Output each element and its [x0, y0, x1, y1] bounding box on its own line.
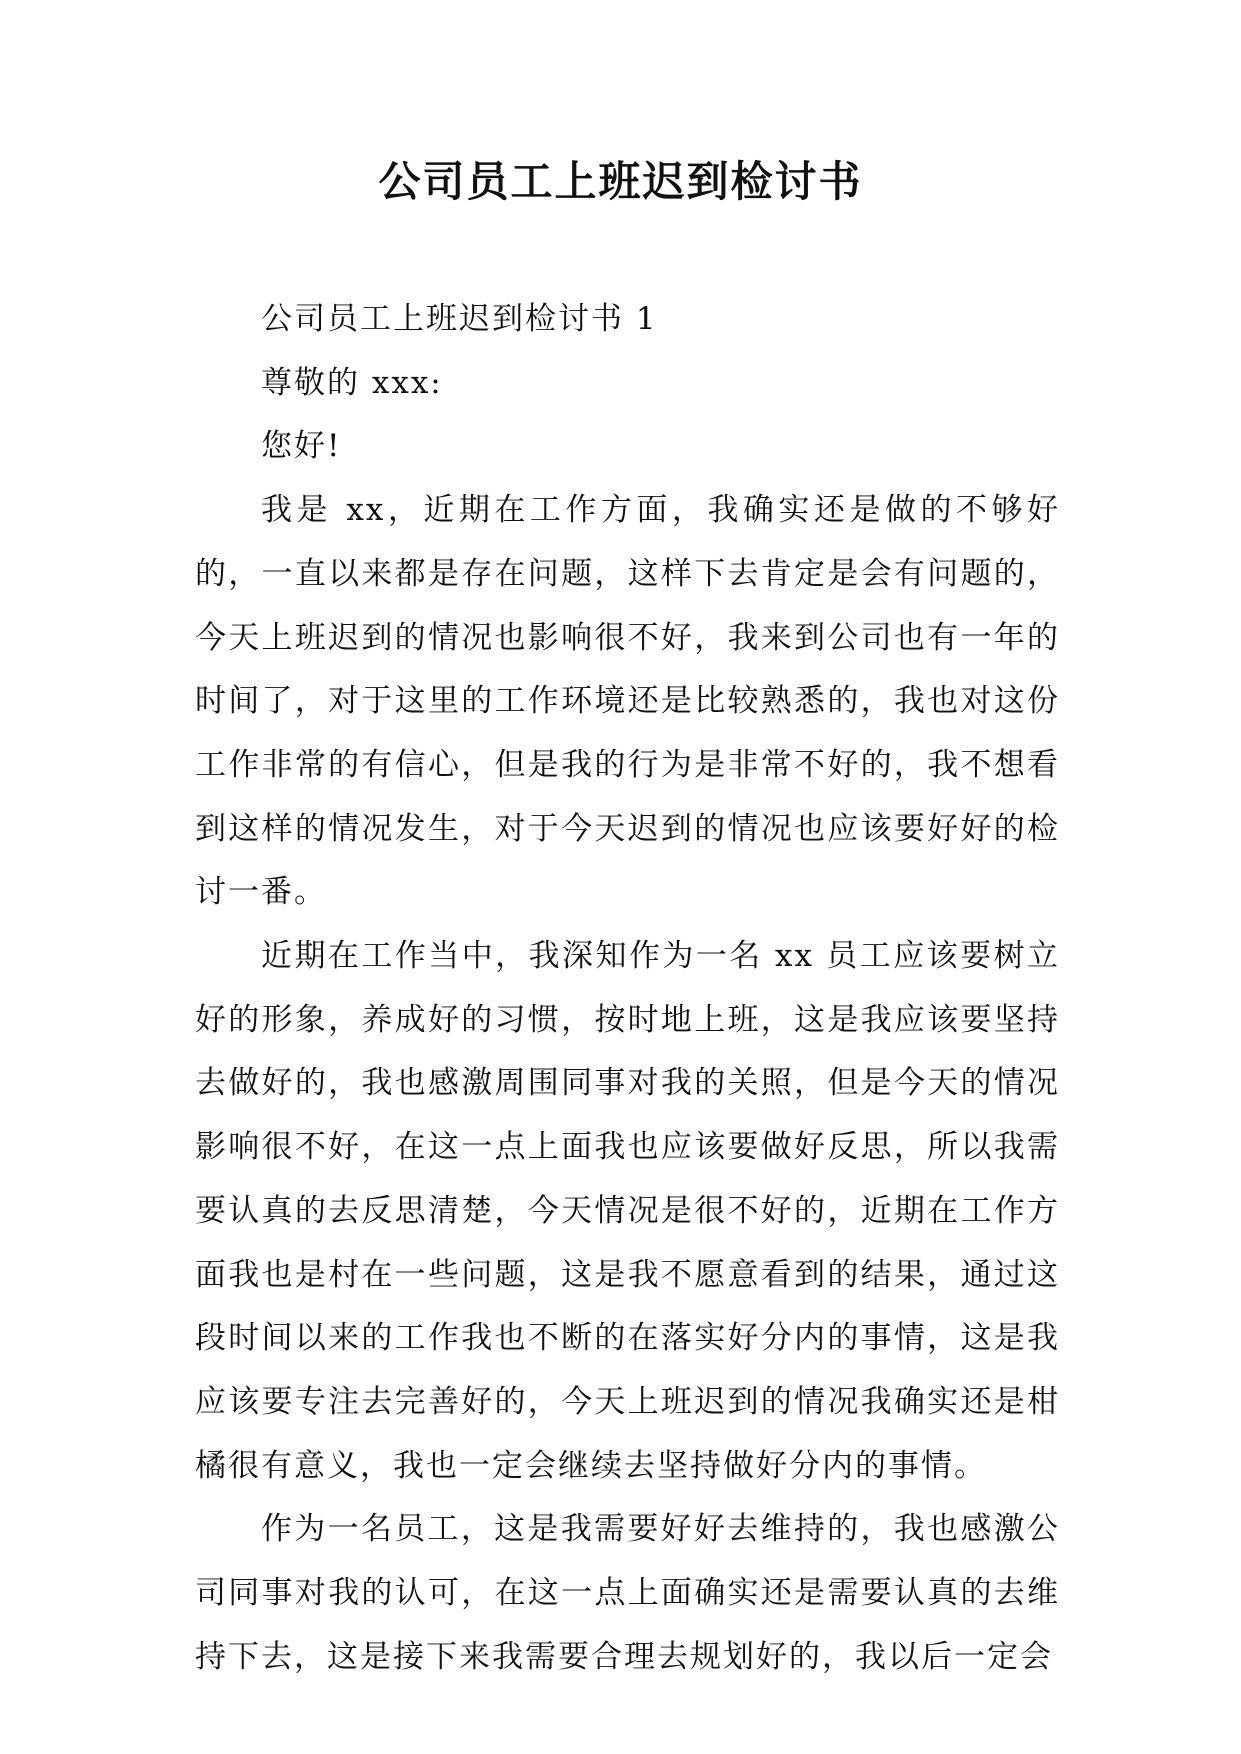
document-title: 公司员工上班迟到检讨书 [378, 157, 863, 206]
document-body [195, 288, 1060, 1689]
salutation: 尊敬的 xxx: [261, 364, 443, 401]
body-paragraph: 我是 xx，近期在工作方面，我确实还是做的不够好的，一直以来都是存在问题，这样下去肯定是会有问题的，今天上班迟到的情况也影响很不好，我来到公司也有一年的时间了，对于这里的工作环境还是比较熟悉的，我也对这份工作非常的有信心，但是我的行为是非常不好的，我不想看到这样的情况发生，对于今天迟到的情况也应该要好好的检讨一番。 [195, 492, 1060, 911]
section-heading: 公司员工上班迟到检讨书 1 [261, 301, 658, 337]
body-paragraph: 近期在工作当中，我深知作为一名 xx 员工应该要树立好的形象，养成好的习惯，按时地上班，这是我应该要坚持去做好的，我也感激周围同事对我的关照，但是今天的情况影响很不好，在这一点上面我也应该要做好反思，所以我需要认真的去反思清楚，今天情况是很不好的，近期在工作方面我也是村在一些问题，这是我不愿意看到的结果，通过这段时间以来的工作我也不断的在落实好分内的事情，这是我应该要专注去完善好的，今天上班迟到的情况我确实还是柑橘很有意义，我也一定会继续去坚持做好分内的事情。 [195, 938, 1060, 1484]
greeting: 您好! [261, 428, 342, 465]
body-paragraph: 作为一名员工，这是我需要好好去维持的，我也感激公司同事对我的认可，在这一点上面确实还是需要认真的去维持下去，这是接下来我需要合理去规划好的，我以后一定会 [195, 1511, 1060, 1675]
